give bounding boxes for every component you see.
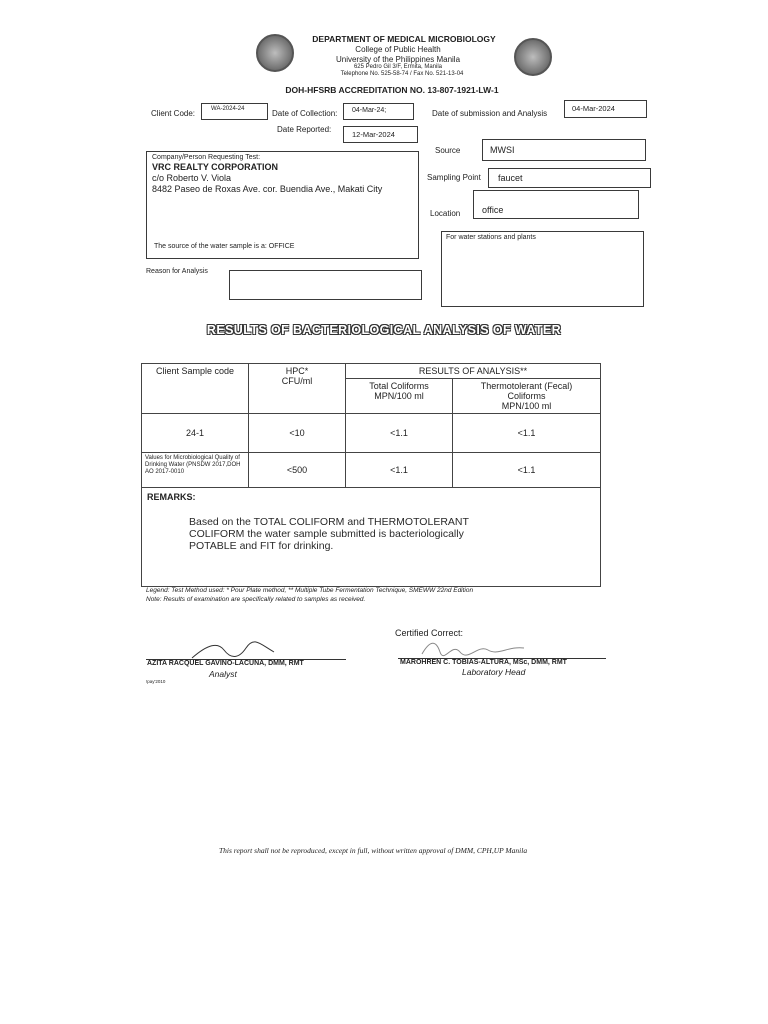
col-hpc-unit: CFU/ml: [281, 376, 313, 386]
date-collection-label: Date of Collection:: [272, 109, 338, 118]
date-reported-label: Date Reported:: [277, 125, 332, 134]
location-value: office: [482, 205, 504, 215]
company-name: VRC REALTY CORPORATION: [152, 162, 279, 172]
row2-total: <1.1: [346, 453, 453, 488]
sampling-point-label: Sampling Point: [427, 173, 481, 182]
client-code-box: [201, 103, 268, 120]
row2-sample: Values for Microbiological Quality of Drinking Water (PNSDW 2017,DOH AO 2017-0010: [142, 453, 249, 488]
accreditation-number: DOH-HFSRB ACCREDITATION NO. 13-807-1921-LW-1: [285, 85, 499, 95]
source-value: MWSI: [490, 145, 515, 155]
col-header-total: [346, 379, 453, 414]
certified-correct: Certified Correct:: [395, 628, 464, 638]
remarks-line-2: COLIFORM the water sample submitted is bacteriologically: [189, 528, 464, 540]
row1-hpc: <10: [249, 414, 346, 453]
row1-total: <1.1: [346, 414, 453, 453]
lab-head-name: MAROHREN C. TOBIAS-ALTURA, MSc, DMM, RMT: [400, 659, 567, 666]
college-name: College of Public Health: [355, 45, 441, 54]
contact-person: c/o Roberto V. Viola: [152, 173, 232, 183]
footer-note: This report shall not be reproduced, except in full, without written approval of DMM, CPH,UP Manila: [219, 846, 528, 855]
lab-head-title: Laboratory Head: [462, 667, 526, 677]
date-collection-value: 04-Mar-24;: [352, 107, 387, 114]
client-code-value: WA-2024-24: [211, 106, 245, 112]
col-thermo-label-2: Coliforms: [507, 391, 546, 401]
col-header-thermo: [453, 379, 601, 414]
col-results-label: RESULTS OF ANALYSIS**: [418, 366, 528, 376]
col-thermo-unit: MPN/100 ml: [501, 401, 552, 411]
col-hpc-label: HPC*: [285, 366, 309, 376]
lab-head-signature: [418, 638, 528, 660]
sampling-point-box: [488, 168, 651, 188]
water-source-note: The source of the water sample is a: OFFICE: [154, 243, 295, 250]
requesting-label: Company/Person Requesting Test:: [152, 154, 261, 161]
remarks-label: REMARKS:: [147, 492, 196, 502]
reason-label: Reason for Analysis: [146, 268, 208, 275]
university-address: 625 Pedro Gil 3/F, Ermita, Manila: [353, 64, 443, 70]
remarks-line-3: POTABLE and FIT for drinking.: [189, 540, 334, 552]
results-title: RESULTS OF BACTERIOLOGICAL ANALYSIS OF WATER: [206, 323, 562, 337]
remarks-line-1: Based on the TOTAL COLIFORM and THERMOTOLERANT: [189, 516, 469, 528]
date-submission-value: 04-Mar-2024: [572, 104, 615, 113]
table-row: [142, 453, 601, 488]
col-sample-label: Client Sample code: [155, 366, 235, 376]
department-name: DEPARTMENT OF MEDICAL MICROBIOLOGY: [312, 34, 496, 44]
location-label: Location: [430, 209, 461, 218]
date-submission-box: [564, 100, 647, 118]
date-submission-label: Date of submission and Analysis: [432, 109, 548, 118]
row2-hpc: <500: [249, 453, 346, 488]
col-header-results: [346, 364, 601, 379]
row1-sample: 24-1: [142, 414, 249, 453]
university-name: University of the Philippines Manila: [335, 55, 461, 64]
water-stations-label: For water stations and plants: [446, 234, 536, 241]
telephone-line: Telephone No. 525-58-74 / Fax No. 521-13-04: [340, 71, 464, 77]
table-row: [142, 414, 601, 453]
legend-line-1: Legend: Test Method used: * Pour Plate method, ** Multiple Tube Fermentation Technique, SMEWW 22nd Edition: [146, 587, 474, 594]
location-box: [473, 190, 639, 219]
date-reported-box: [343, 126, 418, 143]
sampling-point-value: faucet: [498, 173, 523, 183]
row2-thermo: <1.1: [453, 453, 601, 488]
requesting-party-box: [146, 151, 419, 259]
company-address: 8482 Paseo de Roxas Ave. cor. Buendia Ave., Makati City: [152, 184, 383, 194]
source-label: Source: [435, 146, 461, 155]
remarks-cell: [142, 488, 601, 587]
col-total-label: Total Coliforms: [369, 381, 429, 391]
col-thermo-label: Thermotolerant (Fecal): [480, 381, 573, 391]
analyst-title: Analyst: [209, 669, 237, 679]
results-table: [141, 363, 601, 587]
col-header-hpc: [249, 364, 346, 414]
col-header-sample: [142, 364, 249, 414]
analyst-name: AZITA RACQUEL GAVINO-LACUNA, DMM, RMT: [147, 660, 304, 667]
client-code-label: Client Code:: [151, 109, 196, 118]
col-total-unit: MPN/100 ml: [374, 391, 424, 401]
reason-box: [229, 270, 422, 300]
source-box: [482, 139, 646, 161]
date-collection-box: [343, 103, 414, 120]
legend-line-2: Note: Results of examination are specifically related to samples as received.: [146, 596, 366, 603]
water-stations-box: [441, 231, 644, 307]
row1-thermo: <1.1: [453, 414, 601, 453]
date-reported-value: 12-Mar-2024: [352, 130, 395, 139]
form-code: !pay'2010: [146, 679, 166, 684]
